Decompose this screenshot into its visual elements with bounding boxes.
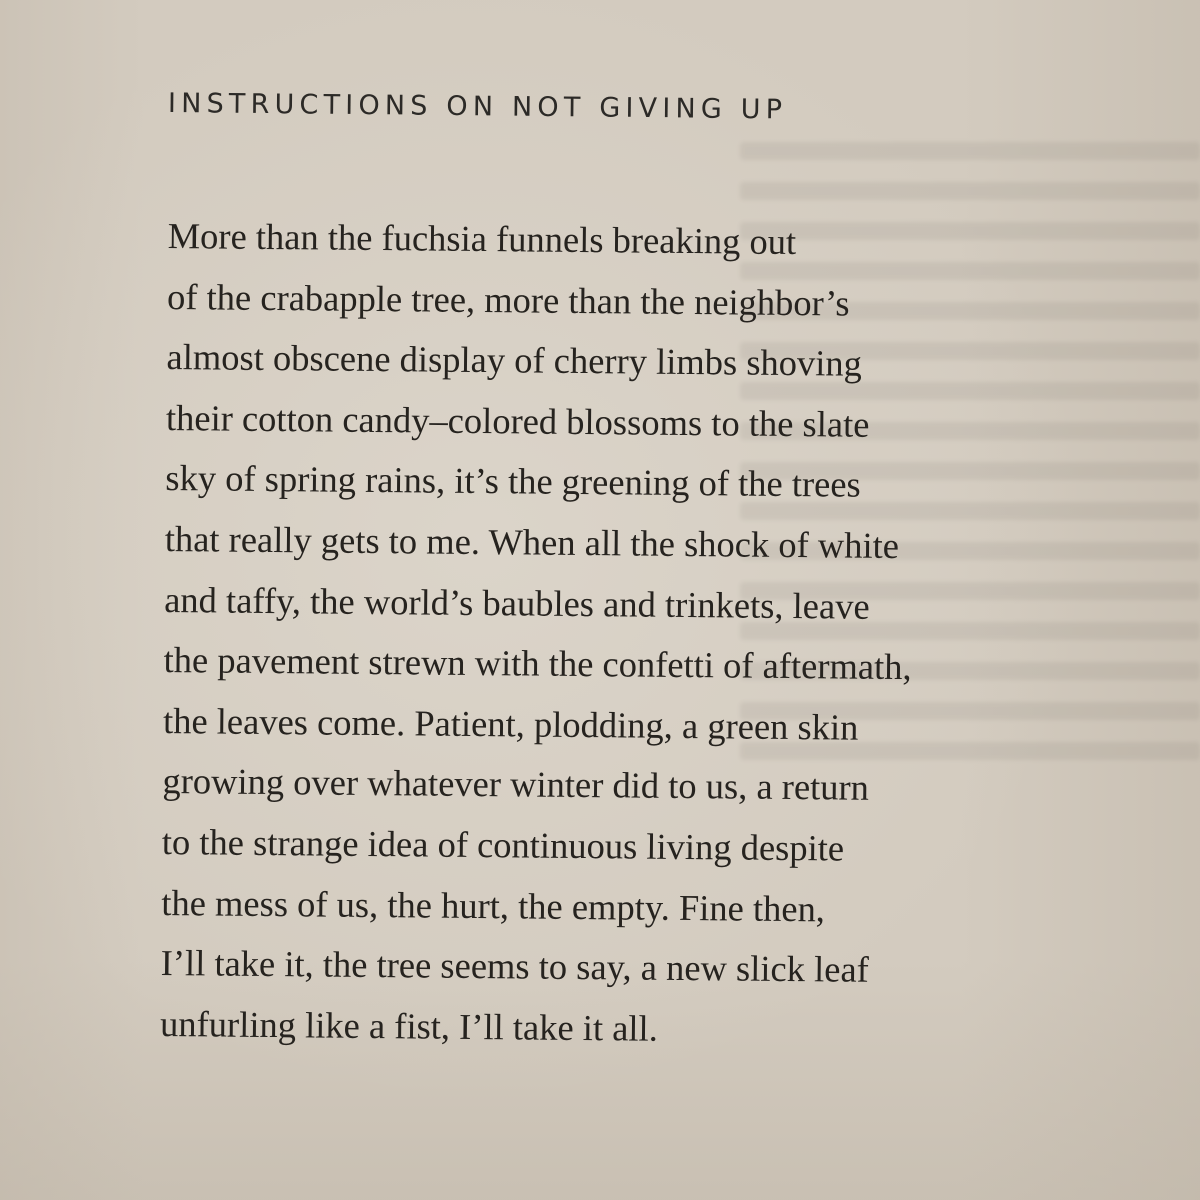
- poem-line: almost obscene display of cherry limbs shoving: [166, 336, 863, 384]
- poem-line: More than the fuchsia funnels breaking out: [167, 214, 797, 263]
- poem-body: [160, 206, 916, 1061]
- poem-line: and taffy, the world’s baubles and trinkets, leave: [164, 578, 870, 627]
- poem-line: the pavement strewn with the confetti of aftermath,: [163, 639, 912, 688]
- poem-line: growing over whatever winter did to us, a return: [162, 760, 870, 809]
- poem-line: the mess of us, the hurt, the empty. Fine then,: [161, 881, 826, 929]
- poem-line: of the crabapple tree, more than the neighbor’s: [166, 275, 850, 324]
- poem-line: that really gets to me. When all the shock of white: [164, 517, 900, 567]
- poem-line: the leaves come. Patient, plodding, a green skin: [162, 699, 859, 748]
- poem-line: their cotton candy–colored blossoms to the slate: [165, 396, 870, 445]
- poem-line: sky of spring rains, it’s the greening of the trees: [165, 457, 861, 506]
- poem-line: unfurling like a fist, I’ll take it all.: [159, 1002, 659, 1049]
- poem-line: I’ll take it, the tree seems to say, a new slick leaf: [160, 942, 870, 990]
- poem-line: to the strange idea of continuous living despite: [161, 820, 845, 869]
- poem-title: INSTRUCTIONS ON NOT GIVING UP: [167, 88, 788, 126]
